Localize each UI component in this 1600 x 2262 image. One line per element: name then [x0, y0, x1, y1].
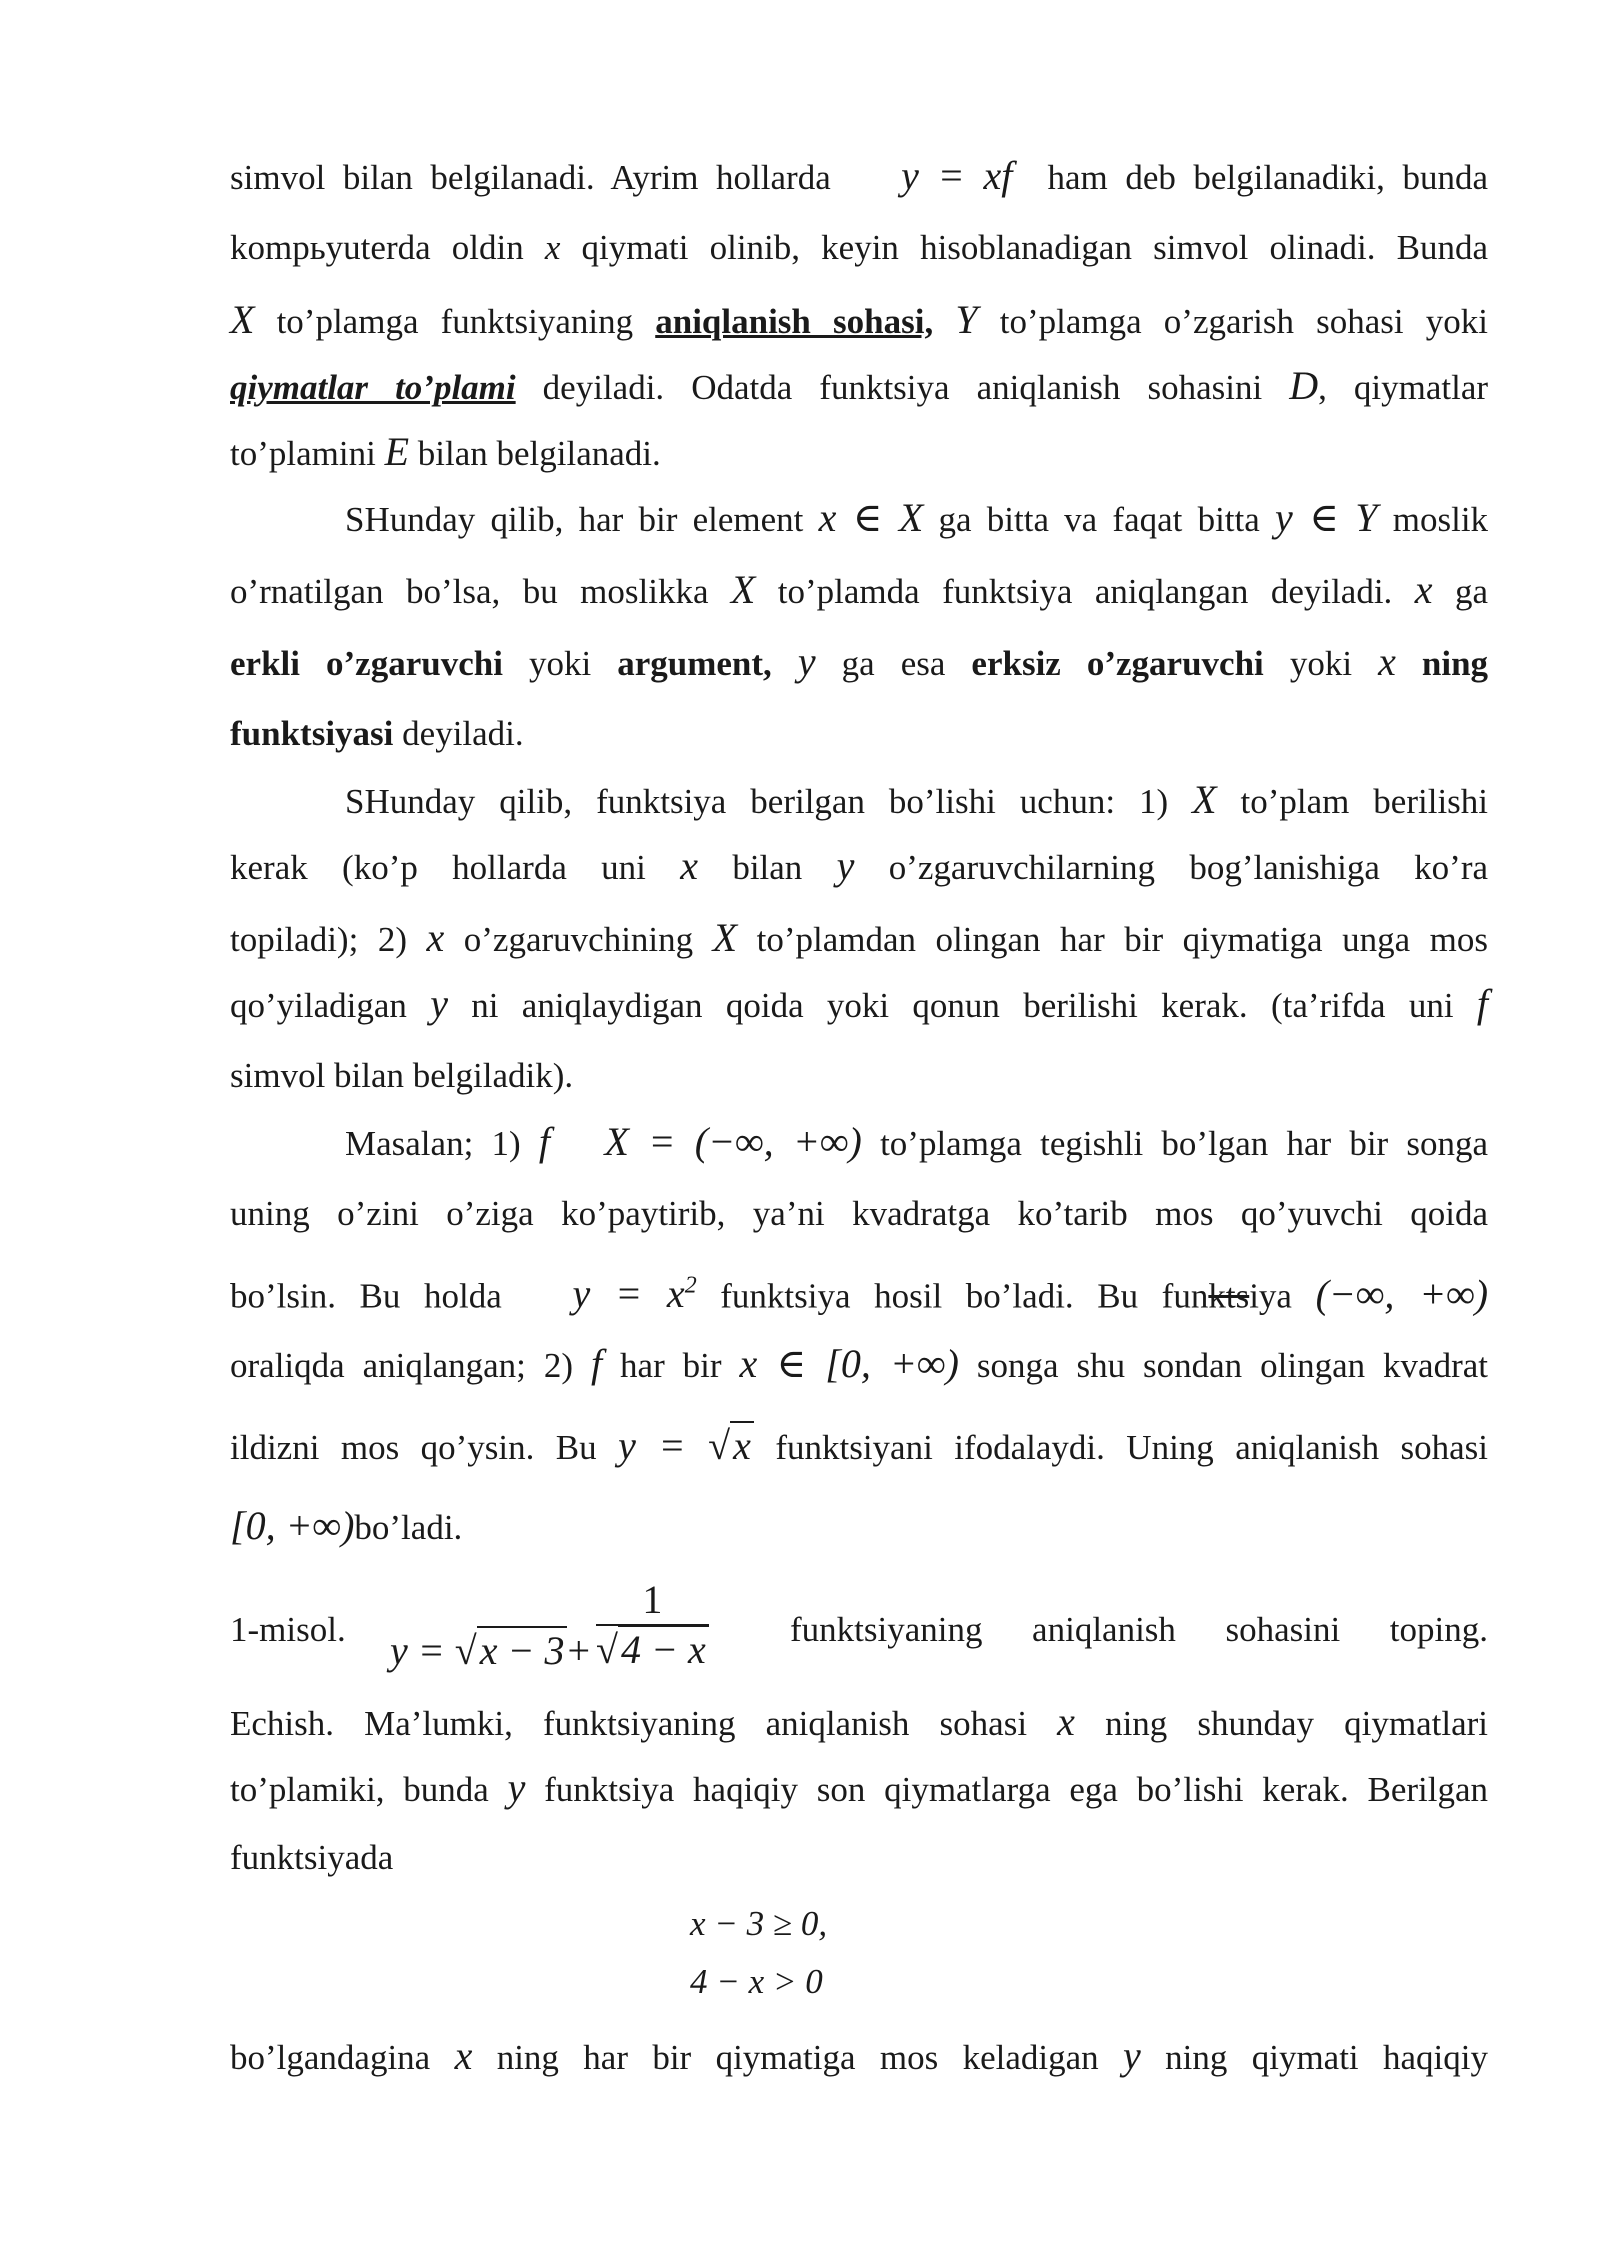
math-x-in-X: x ∈ X: [818, 495, 924, 540]
text: to’plamga funktsiyaning: [276, 302, 634, 341]
text: ni aniqlaydigan qoida yoki qonun berilishi kerak. (ta’rifda uni: [471, 986, 1454, 1025]
text-line-2: [230, 228, 1488, 268]
text: topiladi); 2): [230, 920, 407, 959]
radical-sign: √: [596, 1627, 618, 1672]
text: ga esa: [841, 644, 946, 683]
math-x: x: [1414, 567, 1433, 612]
math-f: f: [538, 1119, 550, 1164]
math-E: E: [384, 429, 409, 474]
text: har bir: [620, 1346, 722, 1385]
formula-lhs: y =: [618, 1423, 709, 1468]
radicand: x − 3: [477, 1626, 568, 1673]
math-y: y: [507, 1765, 526, 1810]
text: bilan belgilanadi.: [417, 434, 661, 473]
math-y: y: [797, 639, 816, 684]
text-line-11: [230, 843, 1489, 888]
text: ning har bir qiymatiga mos keladigan: [496, 2038, 1099, 2077]
math-y-in-Y: y ∈ Y: [1275, 495, 1378, 540]
text: Masalan; 1): [345, 1124, 521, 1163]
text-line-13: [230, 981, 1489, 1026]
text: funktsiya hosil bo’ladi. Bu fun: [720, 1276, 1209, 1316]
text: SHunday qilib, funktsiya berilgan bo’lishi uchun: 1): [345, 782, 1169, 821]
text: iya: [1249, 1276, 1292, 1316]
text: SHunday qilib, har bir element: [345, 500, 804, 539]
inequality-2: 4 − x > 0: [690, 1962, 823, 2001]
text: deyiladi. Odatda funktsiya aniqlanish sohasini: [542, 368, 1263, 407]
text: simvol bilan belgilanadi. Ayrim hollarda: [230, 158, 831, 197]
text: kerak (ko’p hollarda uni: [230, 848, 646, 887]
text-line-20: [230, 1503, 1488, 1548]
formula-y-x-squared: [573, 1271, 697, 1316]
term-ning: ning: [1421, 644, 1489, 683]
formula-lhs: y =: [390, 1628, 455, 1674]
math-y: y: [430, 981, 448, 1026]
text: oraliqda aniqlangan; 2): [230, 1346, 574, 1385]
text: qo’yiladigan: [230, 986, 407, 1025]
text: o’rnatilgan bo’lsa, bu moslikka: [230, 572, 709, 611]
term-erkli-ozgaruvchi: erkli o’zgaruvchi: [230, 644, 503, 683]
math-x: x: [426, 915, 445, 960]
math-x: x: [544, 228, 561, 267]
text: to’plamiki, bunda: [230, 1770, 489, 1809]
text: ga bitta va faqat bitta: [938, 500, 1260, 539]
radicand: 4 − x: [618, 1625, 709, 1672]
term-erksiz-ozgaruvchi: erksiz o’zgaruvchi: [971, 644, 1264, 683]
text: funktsiyaning aniqlanish sohasini toping.: [790, 1610, 1488, 1649]
formula-base: y = x: [572, 1271, 685, 1317]
text-line-5: [230, 429, 1488, 474]
text: songa shu sondan olingan kvadrat: [976, 1346, 1489, 1385]
text-line-4: [230, 363, 1489, 408]
text-line-18: [230, 1341, 1489, 1386]
text-line-15: [345, 1119, 1489, 1164]
text: ning shunday qiymatlari: [1105, 1704, 1489, 1743]
text-line-22: [230, 1699, 1489, 1744]
text-line-1: [230, 153, 1489, 198]
text: to’plamga tegishli bo’lgan har bir songa: [880, 1124, 1489, 1163]
formula-interval: [0, +∞): [230, 1503, 355, 1548]
text-line-25: [230, 2033, 1488, 2078]
text: moslik: [1392, 500, 1489, 539]
formula-interval: (−∞, +∞): [1315, 1271, 1489, 1317]
formula-y-xf: y = xf: [901, 153, 1013, 198]
text: bilan: [732, 848, 803, 887]
text-line-23: [230, 1765, 1489, 1810]
text: bo’ladi.: [354, 1508, 463, 1547]
text-line-24: [230, 1838, 1488, 1878]
text: to’plamdan olingan har bir qiymatiga unga mos: [756, 920, 1489, 959]
text: ning qiymati haqiqiy: [1165, 2038, 1488, 2077]
radical-sign: √: [454, 1628, 477, 1674]
text: Echish. Ma’lumki, funktsiyaning aniqlanish sohasi: [230, 1704, 1028, 1743]
text-line-10: [345, 777, 1489, 822]
math-X: X: [230, 297, 255, 342]
fraction: [596, 1577, 709, 1672]
text: to’plam berilishi: [1240, 782, 1489, 821]
text: ildizni mos qo’ysin. Bu: [230, 1428, 597, 1467]
math-x: x: [1057, 1699, 1075, 1744]
radicand: x: [730, 1421, 754, 1468]
text: to’plamda funktsiya aniqlangan deyiladi.: [777, 572, 1393, 611]
example-1-line: [230, 1577, 1488, 1674]
inequality-1: x − 3 ≥ 0,: [690, 1904, 828, 1943]
formula-domain-real: X = (−∞, +∞): [604, 1119, 862, 1164]
text-line-12: [230, 915, 1489, 960]
text: funktsiya haqiqiy son qiymatlarga ega bo’lishi kerak. Berilgan: [544, 1770, 1489, 1809]
plus-sign: +: [567, 1628, 591, 1674]
term-qiymatlar-toplami: qiymatlar to’plami: [230, 368, 516, 407]
text: uning o’zini o’ziga ko’paytirib, ya’ni kvadratga ko’tarib mos qo’yuvchi qoida: [230, 1194, 1488, 1233]
math-Y: Y: [955, 297, 978, 342]
text: bo’lgandagina: [230, 2038, 431, 2077]
text-line-9: [230, 714, 1488, 754]
text-line-16: [230, 1194, 1488, 1234]
exponent: 2: [684, 1273, 697, 1299]
text: kompьyuterda oldin: [230, 228, 524, 267]
term-funktsiyasi: funktsiyasi: [230, 714, 394, 753]
example-label: 1-misol.: [230, 1610, 346, 1649]
math-x: x: [454, 2033, 473, 2078]
term-aniqlanish-sohasi: aniqlanish sohasi,: [655, 302, 934, 341]
math-f: f: [1476, 981, 1489, 1026]
math-x: x: [680, 843, 698, 888]
text: ga: [1454, 572, 1488, 611]
math-y: y: [1123, 2033, 1141, 2078]
text: deyiladi.: [402, 714, 524, 753]
math-X: X: [712, 915, 738, 960]
text-line-19: [230, 1423, 1489, 1468]
math-f: f: [590, 1341, 603, 1386]
text-line-8: [230, 639, 1489, 684]
text: ham deb belgilanadiki, bunda: [1047, 158, 1489, 197]
formula-x-in-interval: x ∈ [0, +∞): [739, 1341, 959, 1386]
text: , qiymatlar: [1318, 368, 1489, 407]
text: to’plamga o’zgarish sohasi yoki: [999, 302, 1489, 341]
text: to’plamini: [230, 434, 376, 473]
text: yoki: [528, 644, 592, 683]
math-x: x: [1378, 639, 1396, 684]
radical-sign: √: [708, 1423, 731, 1468]
text: funktsiyani ifodalaydi. Uning aniqlanish sohasi: [775, 1428, 1489, 1467]
math-X: X: [1192, 777, 1217, 822]
denominator: [596, 1626, 709, 1670]
text-line-14: [230, 1056, 1488, 1096]
text-line-7: [230, 567, 1488, 612]
text-line-17: [230, 1266, 1488, 1316]
numerator: 1: [596, 1580, 709, 1626]
text: yoki: [1289, 644, 1353, 683]
text: simvol bilan belgiladik).: [230, 1056, 574, 1095]
math-y: y: [836, 843, 855, 888]
text: qiymati olinib, keyin hisoblanadigan simvol olinadi. Bunda: [581, 228, 1488, 267]
text: bo’lsin. Bu holda: [230, 1276, 502, 1316]
formula-y-sqrt-x: [618, 1421, 754, 1468]
math-D: D: [1289, 363, 1319, 408]
text: funktsiyada: [230, 1838, 394, 1877]
math-X: X: [730, 567, 756, 612]
struck-text: kts: [1208, 1276, 1250, 1316]
term-argument: argument,: [617, 644, 772, 683]
formula-example-1: [390, 1577, 715, 1674]
text: o’zgaruvchilarning bog’lanishiga ko’ra: [888, 848, 1489, 887]
text-line-3: [230, 297, 1489, 342]
text-line-6: [345, 495, 1489, 540]
text: o’zgaruvchining: [463, 920, 694, 959]
